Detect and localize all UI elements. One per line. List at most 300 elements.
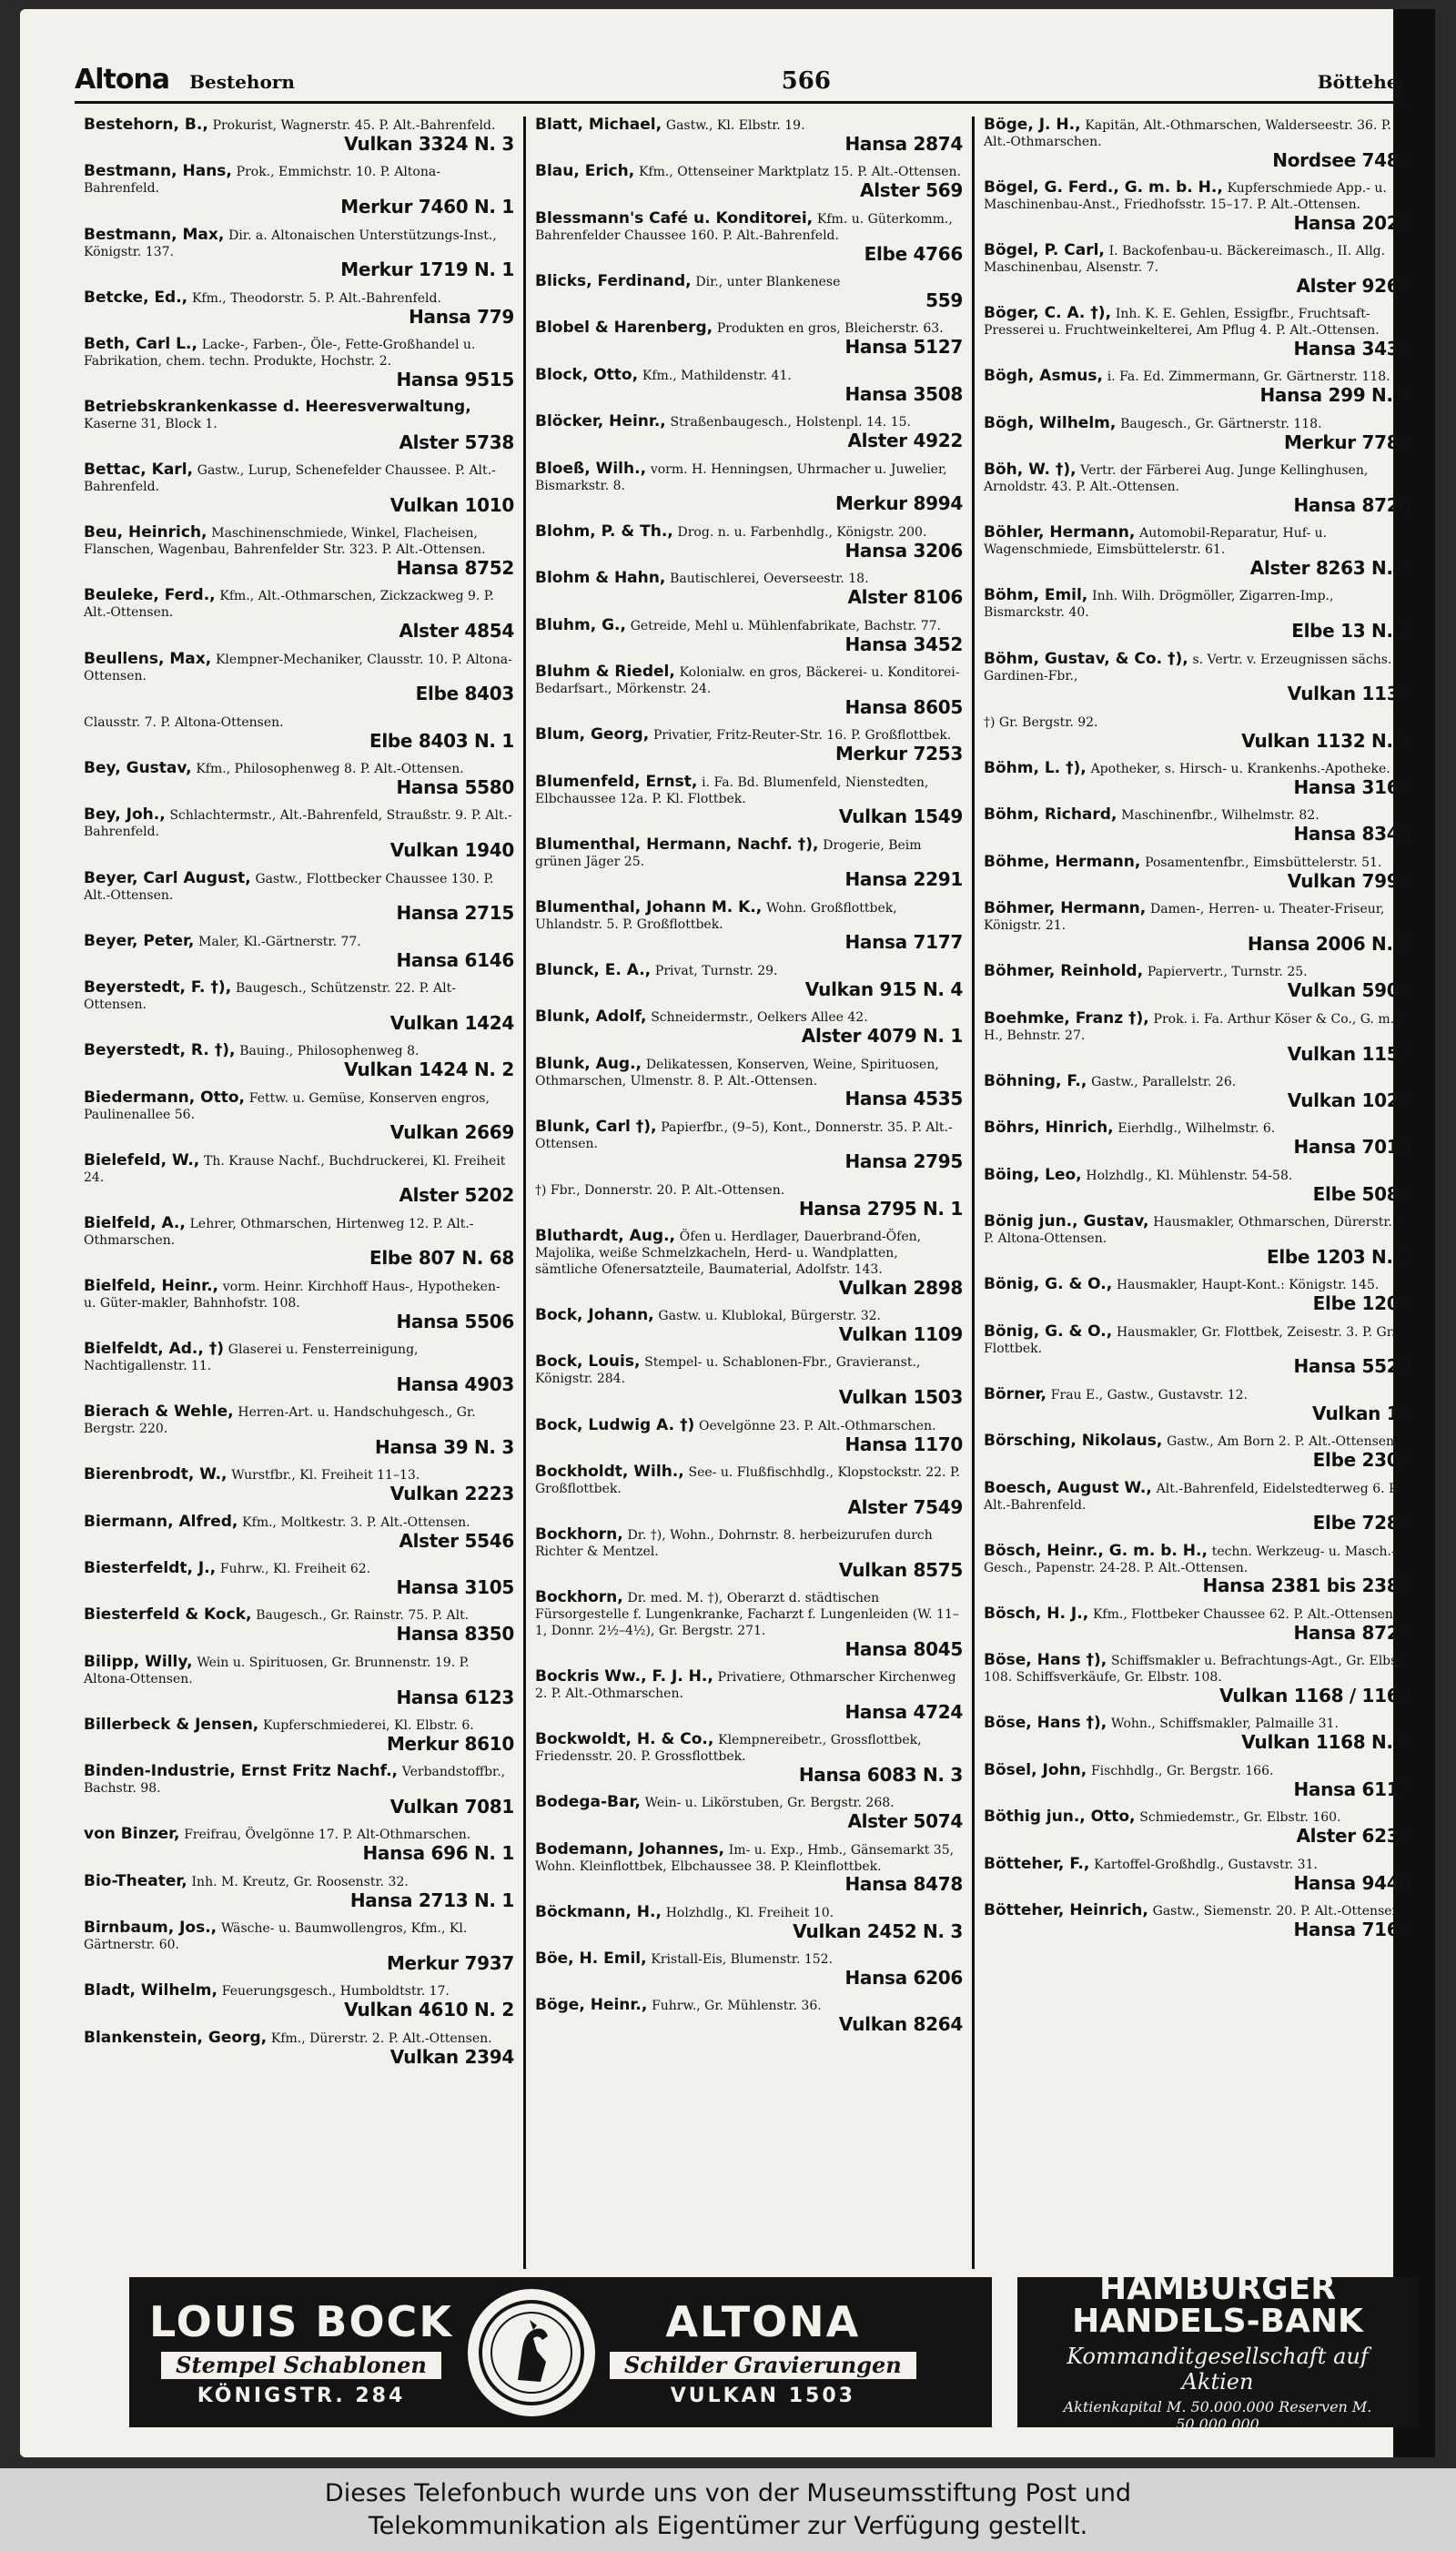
listing-entry [84,1042,514,1079]
ad-bock-address: KÖNIGSTR. 284 [197,2384,406,2407]
entry-phone: Vulkan 2223 [389,1483,514,1505]
listing-entry [984,1167,1411,1204]
entry-description: Bautischlerei, Oeverseestr. 18. [670,572,869,587]
header-last-word: Bötteher [1317,71,1408,93]
listing-entry [984,1762,1411,1799]
entry-description: Wein- u. Likörstuben, Gr. Bergstr. 268. [644,1796,895,1811]
entry-description: Dr. †), Wohn., Dohrnstr. 8. herbeizurufen durch Richter & Mentzel. [535,1528,933,1560]
listing-entry [984,242,1411,296]
listing-entry [84,979,514,1033]
entry-description: Straßenbaugesch., Holstenpl. 14. 15. [670,415,911,430]
entry-description: s. Vertr. v. Erzeugnissen sächs. Gardinen-Fbr., [984,652,1392,684]
entry-phone: Vulkan 1168 N. 2 [1241,1731,1411,1754]
listing-entry [984,1543,1411,1596]
entry-description: Maschinenfbr., Wilhelmstr. 82. [1121,808,1320,824]
entry-description: Fettw. u. Gemüse, Konserven engros, Paulinenallee 56. [84,1090,490,1122]
header-first-word: Altona [75,64,170,96]
entry-phone: Vulkan 2452 N. 3 [793,1919,963,1942]
entry-name: Blicks, Ferdinand, [535,271,692,290]
listing-entry [535,726,963,764]
entry-name: Böse, Hans †), [984,1714,1107,1733]
entry-description: Wurstfbr., Kl. Freiheit 11–13. [231,1468,420,1484]
entry-phone: Vulkan 1549 [838,805,963,828]
entry-description: Kfm., Moltkestr. 3. P. Alt.-Ottensen. [242,1514,470,1530]
entry-name: Bierach & Wehle, [84,1403,234,1422]
entry-phone: Merkur 8610 [386,1732,514,1755]
entry-phone: Merkur 7253 [834,743,963,765]
entry-description: See- u. Flußfischhdlg., Klopstockstr. 22. P. Großflottbek. [535,1464,960,1496]
entry-description: Privat, Turnstr. 29. [654,963,778,978]
listing-entry [84,163,514,217]
entry-description: techn. Werkzeug- u. Masch.-Gesch., Papenstr. 24-28. P. Alt.-Ottensen. [984,1544,1396,1575]
entry-name: Bilipp, Willy, [84,1652,193,1671]
entry-description: Schlachtermstr., Alt.-Bahrenfeld, Straußstr. 9. P. Alt.-Bahrenfeld. [84,808,512,840]
entry-name: Blum, Georg, [535,725,650,744]
entry-phone: Merkur 1719 N. 1 [340,258,514,281]
entry-description: Kfm., Theodorstr. 5. P. Alt.-Bahrenfeld. [191,290,441,306]
listing-entry [84,1215,514,1269]
listing-entry [535,1417,963,1454]
entry-description: Kfm., Flottbeker Chaussee 62. P. Alt.-Ottensen. [1092,1606,1398,1622]
listing-entry [984,1808,1411,1846]
entry-phone: Vulkan 8264 [838,2013,963,2036]
entry-description: Prok. i. Fa. Arthur Köser & Co., G. m. b. H., Behnstr. 27. [984,1011,1410,1043]
entry-description: Automobil-Reparatur, Huf- u. Wagenschmiede, Eimsbüttelerstr. 61. [984,526,1328,558]
entry-description: Drog. n. u. Farbenhdlg., Königstr. 200. [677,524,927,540]
entry-phone: Hansa 8349 [1293,823,1411,846]
listing-entry [84,1341,514,1394]
entry-description: Drogerie, Beim grünen Jäger 25. [535,837,922,869]
entry-description: Prok., Emmichstr. 10. P. Altona-Bahrenfeld. [84,165,440,197]
entry-name: Binden-Industrie, Ernst Fritz Nachf., [84,1762,399,1781]
entry-description: Gastw., Lurup, Schenefelder Chaussee. P. Alt.-Bahrenfeld. [84,463,496,495]
listing-entry [535,523,963,561]
entry-phone: Hansa 8752 [396,557,514,580]
entry-description: Kartoffel-Großhdlg., Gustavstr. 31. [1094,1857,1318,1872]
entry-description: Schiffsmakler u. Befrachtungs-Agt., Gr. Elbstr. 108. Schiffsverkäufe, Gr. Elbstr. 108. [984,1654,1411,1686]
entry-name: Bögel, G. Ferd., G. m. b. H., [984,178,1223,197]
entry-name: Bockhorn, [535,1525,623,1544]
listing-entry [535,116,963,154]
entry-name: Bluhm, G., [535,615,626,634]
entry-name: Bötteher, F., [984,1854,1090,1873]
listing-entry [84,1982,514,2020]
entry-name: Bösch, Heinr., G. m. b. H., [984,1541,1208,1560]
listing-entry [984,1856,1411,1893]
entry-name: Böhm, L. †), [984,759,1087,778]
entry-name: Börner, [984,1384,1046,1403]
entry-description: Gastw. u. Klublokal, Bürgerstr. 32. [658,1309,881,1323]
listing-entry [535,962,963,999]
entry-description: Frau E., Gastw., Gustavstr. 12. [1050,1387,1248,1403]
entry-description: Papierfbr., (9–5), Kont., Donnerstr. 35. P. Alt.-Ottensen. [535,1119,953,1151]
entry-name: Bluhm & Riedel, [535,662,675,681]
entry-description: Wohn., Schiffsmakler, Palmaille 31. [1111,1717,1339,1732]
entry-phone: Hansa 2874 [844,133,963,156]
entry-phone: Alster 4079 N. 1 [801,1025,963,1048]
listing-entry [84,1560,514,1597]
entry-name: Billerbeck & Jensen, [84,1715,259,1734]
listing-entry [535,319,963,357]
entry-name: Biedermann, Otto, [84,1088,246,1107]
listing-entry [535,1997,963,2034]
stamp-seal-icon [468,2289,595,2416]
entry-phone: Hansa 2715 [396,902,514,925]
entry-description: Verbandstoffbr., Bachstr. 98. [84,1765,506,1797]
entry-name: Beyer, Carl August, [84,868,251,887]
listing-entry [84,289,514,327]
entry-description: vorm. Heinr. Kirchhoff Haus-, Hypotheken- u. Güter-makler, Bahnhofstr. 108. [84,1279,500,1311]
listing-entry [984,1715,1411,1752]
listing-entry [984,179,1411,233]
entry-description: Kfm., Alt.-Othmarschen, Zickzackweg 9. P. Alt.-Ottensen. [84,589,494,621]
entry-name: Böhm, Gustav, & Co. †), [984,649,1188,668]
entry-name: Böthig jun., Otto, [984,1808,1136,1827]
entry-description: Kupferschmiede App.- u. Maschinenbau-Anst., Friedhofsstr. 15–17. P. Alt.-Ottensen. [984,181,1387,213]
page-number: 566 [781,67,831,95]
entry-name: Bey, Joh., [84,805,166,825]
entry-phone: Hansa 6117 [1293,1777,1411,1800]
listing-entry [984,963,1411,1000]
entry-phone: Alster 5202 [399,1184,514,1207]
entry-description: Alt.-Bahrenfeld, Eidelstedterweg 6. P. Alt.-Bahrenfeld. [984,1481,1400,1513]
entry-description: Lacke-, Farben-, Öle-, Fette-Großhandel u. Fabrikation, chem. techn. Produkte, Hochstr. 2. [84,338,476,370]
entry-description: Getreide, Mehl u. Mühlenfabrikate, Bachstr. 77. [630,618,941,633]
entry-phone: Vulkan 1157 [1287,1042,1411,1065]
listing-entry [84,227,514,280]
entry-name: Bielfeld, A., [84,1213,186,1232]
entry-name: Boesch, August W., [984,1478,1152,1497]
entry-phone: Elbe 1203 N. 2 [1266,1245,1411,1268]
entry-phone: Hansa 4903 [396,1372,514,1395]
entry-phone: Alster 8106 [847,586,963,609]
listing-entry [984,415,1411,452]
ad-bock-city: ALTONA [665,2297,861,2347]
listing-entry [535,617,963,654]
entry-description: Schneidermstr., Oelkers Allee 42. [651,1010,868,1026]
entry-name: Bönig jun., Gustav, [984,1212,1149,1231]
entry-name: Bielefeld, W., [84,1150,200,1170]
listing-entry [84,1826,514,1863]
entry-name: Böge, J. H., [984,116,1081,134]
entry-description: Kfm. u. Güterkomm., Bahrenfelder Chaussee 160. P. Alt.-Bahrenfeld. [535,211,953,243]
entry-phone: Hansa 3162 [1293,776,1411,799]
listing-entry [984,854,1411,891]
entry-name: Böckmann, H., [535,1902,662,1921]
listing-entry [535,1668,963,1722]
entry-phone: Hansa 5506 [396,1310,514,1332]
listing-entry [535,1589,963,1659]
entry-name: Bönig, G. & O., [984,1275,1113,1294]
entry-phone: Hansa 6146 [396,948,514,971]
entry-description: Hausmakler, Haupt-Kont.: Königstr. 145. [1116,1278,1380,1293]
entry-phone: Hansa 8722 [1293,1621,1411,1644]
entry-phone: Hansa 2795 [844,1150,963,1173]
entry-phone: Hansa 8720 [1293,493,1411,516]
entry-phone: Vulkan 1424 N. 2 [344,1058,514,1081]
listing-entry [984,368,1411,405]
listing-entry [84,651,514,704]
entry-description: Prokurist, Wagnerstr. 45. P. Alt.-Bahrenfeld. [212,118,496,133]
entry-description: Kapitän, Alt.-Othmarschen, Walderseestr. 36. P. Alt.-Othmarschen. [984,118,1391,150]
entry-description: Apotheker, s. Hirsch- u. Krankenhs.-Apotheke. [1090,762,1390,777]
entry-description: Kfm., Ottenseiner Marktplatz 15. P. Alt.-Ottensen. [638,165,961,180]
entry-description: Stempel- u. Schablonen-Fbr., Gravieranst., Königstr. 284. [535,1355,921,1387]
header-subtitle: Bestehorn [189,71,295,93]
entry-name: Bockholdt, Wilh., [535,1462,684,1481]
listing-entry [984,524,1411,578]
entry-description: Produkten en gros, Bleicherstr. 63. [716,321,944,337]
entry-name: Blunk, Adolf, [535,1008,647,1027]
entry-phone: Vulkan 915 N. 4 [804,977,963,1000]
entry-phone: Vulkan 1027 [1287,1089,1411,1111]
listing-entry [84,524,514,578]
entry-phone: Alster 5546 [399,1529,514,1552]
entry-description: Kfm., Dürerstr. 2. P. Alt.-Ottensen. [270,2030,492,2046]
entry-phone: Vulkan 1109 [838,1323,963,1346]
entry-phone: Vulkan 8575 [838,1558,963,1581]
entry-phone: Merkur 7937 [386,1951,514,1974]
entry-phone: Hansa 779 [409,305,514,328]
entry-name: Böhm, Emil, [984,586,1088,605]
entry-phone: Hansa 2381 bis 2383 [1202,1575,1411,1597]
entry-name: Betriebskrankenkasse d. Heeresverwaltung, [84,398,471,417]
listing-entry [984,587,1411,641]
entry-description: Wohn. Großflottbek, Uhlandstr. 5. P. Großflottbek. [535,900,897,932]
ad-bock-name: LOUIS BOCK [149,2297,453,2347]
entry-name: Böe, H. Emil, [535,1949,647,1969]
listing-entry [984,1433,1411,1470]
bank-capital: Aktienkapital M. 50.000.000 Reserven M. 50.000.000 [1063,2397,1372,2433]
entry-phone: Hansa 39 N. 3 [375,1435,514,1458]
entry-name: Böh, W. †), [984,461,1077,480]
entry-description: Kupferschmiederei, Kl. Elbstr. 6. [263,1717,474,1733]
listing-entry [535,461,963,514]
listing-entry [535,367,963,404]
entry-phone: Hansa 3206 [844,539,963,562]
entry-phone: Hansa 1170 [844,1433,963,1455]
entry-name: Blohm, P. & Th., [535,522,673,541]
entry-name: Böhme, Hermann, [984,852,1141,871]
listing-entry [535,1307,963,1344]
entry-name: Bock, Johann, [535,1306,654,1324]
entry-name: Blohm & Hahn, [535,569,666,588]
listing-entry [84,2030,514,2067]
entry-phone: Hansa 6206 [844,1967,963,1990]
listing-entry [84,714,514,751]
listing-entry [84,116,514,154]
entry-phone: Hansa 4535 [844,1088,963,1110]
entry-phone: Hansa 3431 [1293,337,1411,360]
entry-name: Bodemann, Johannes, [535,1839,724,1858]
entry-phone: Hansa 3508 [844,382,963,405]
entry-phone: Vulkan 2669 [389,1121,514,1144]
listing-entry [535,1008,963,1046]
entry-phone: Vulkan 5904 [1287,979,1411,1002]
entry-description: Gastw., Siemenstr. 20. P. Alt.-Ottensen. [1152,1904,1405,1919]
entry-phone: Elbe 4766 [864,242,963,265]
entry-name: Bögel, P. Carl, [984,241,1105,260]
entry-name: Biesterfeld & Kock, [84,1605,252,1625]
entry-description: Damen-, Herren- u. Theater-Friseur, Königstr. 21. [984,902,1385,934]
listing-entry [984,305,1411,359]
entry-name: Bockhorn, [535,1588,623,1607]
entry-description: Kaserne 31, Block 1. [84,417,217,432]
entry-name: Böhning, F., [984,1071,1087,1090]
listing-entry [984,651,1411,704]
entry-name: Beuleke, Ferd., [84,586,216,605]
entry-phone: Vulkan 4610 N. 2 [344,1999,514,2021]
listing-entry [984,1119,1411,1157]
listing-entry [84,933,514,970]
entry-description: Dr. med. M. †), Oberarzt d. städtischen Fürsorgestelle f. Lungenkranke, Facharzt f. Lungenleiden (W. 11–1, Donnr. 2½–4½), Gr. Bergstr. 271. [535,1591,959,1638]
entry-phone: Elbe 7287 [1312,1512,1411,1534]
ad-bock-phone: VULKAN 1503 [670,2384,855,2407]
entry-phone: Hansa 8350 [396,1623,514,1646]
listing-entry [84,1606,514,1644]
listing-entry [535,570,963,607]
entry-phone: Alster 6239 [1296,1825,1411,1848]
listing-entry [535,899,963,953]
entry-phone: Hansa 2291 [844,868,963,891]
entry-phone: Hansa 6083 N. 3 [798,1763,963,1786]
entry-name: Bestehorn, B., [84,116,208,134]
entry-phone: Hansa 9515 [396,368,514,390]
entry-name: Böger, C. A. †), [984,304,1112,323]
entry-name: Beullens, Max, [84,649,212,668]
entry-phone: Hansa 7166 [1293,1919,1411,1941]
listing-entry [84,1654,514,1707]
entry-description: Baugesch., Gr. Gärtnerstr. 118. [1120,416,1322,431]
entry-name: Blatt, Michael, [535,116,662,134]
listing-column-2 [523,116,972,2269]
entry-phone: Hansa 8478 [844,1873,963,1896]
entry-phone: Elbe 5084 [1312,1182,1411,1205]
listing-entry [984,900,1411,954]
entry-name: Bestmann, Hans, [84,162,232,181]
entry-description: Eierhdlg., Wilhelmstr. 6. [1117,1121,1276,1137]
entry-phone: Vulkan 16 [1312,1402,1411,1424]
entry-description: Inh. Wilh. Drögmöller, Zigarren-Imp., Bismarckstr. 40. [984,589,1334,621]
entry-name: Böhmer, Hermann, [984,899,1147,918]
entry-description: Holzhdlg., Kl. Freiheit 10. [665,1905,834,1920]
listing-entry [84,399,514,452]
entry-name: Bierenbrodt, W., [84,1465,228,1484]
ad-bock-products: Schilder Gravierungen [610,2352,916,2378]
entry-phone: Alster 5074 [847,1810,963,1833]
entry-phone: Hansa 2006 N. 3 [1247,932,1411,955]
listing-column-1 [75,116,523,2269]
advertisement-row [129,2269,1435,2433]
entry-name: Börsching, Nikolaus, [984,1432,1163,1451]
entry-description: Hausmakler, Gr. Flottbek, Zeisestr. 3. P. Gr. Flottbek. [984,1324,1396,1356]
entry-name: Bockwoldt, H. & Co., [535,1729,714,1748]
entry-phone: Vulkan 1503 [838,1386,963,1409]
entry-phone: Elbe 8403 N. 1 [369,729,514,752]
entry-name: Bösch, H. J., [984,1604,1089,1623]
listing-entry [535,210,963,264]
entry-phone: Elbe 13 N. 1 [1291,620,1411,643]
entry-name: Beyerstedt, F. †), [84,978,232,998]
listing-entry [84,1403,514,1457]
entry-phone: Alster 569 [860,179,963,202]
entry-description: Fuhrw., Kl. Freiheit 62. [219,1561,371,1576]
listing-entry [535,836,963,890]
entry-phone: Alster 9263 [1296,274,1411,297]
listing-entry [84,870,514,924]
entry-name: Blumenthal, Johann M. K., [535,897,763,916]
entry-description: Feuerungsgesch., Humboldtstr. 17. [221,1984,450,2000]
entry-name: Bluthardt, Aug., [535,1227,675,1246]
entry-name: Block, Otto, [535,365,639,384]
entry-phone: Hansa 5529 [1293,1355,1411,1378]
entry-phone: Elbe 1203 [1312,1292,1411,1315]
entry-phone: Hansa 8045 [844,1637,963,1660]
entry-description: Th. Krause Nachf., Buchdruckerei, Kl. Freiheit 24. [84,1153,506,1185]
listing-entry [84,587,514,641]
entry-phone: Alster 8263 N. 1 [1249,557,1411,580]
listing-entry [84,1089,514,1143]
entry-name: Biermann, Alfred, [84,1512,238,1531]
listing-entry [84,336,514,390]
entry-phone: Hansa 2795 N. 1 [798,1197,963,1220]
listing-entry [84,1763,514,1817]
listing-entry [84,461,514,515]
entry-description: Klempnereibetr., Grossflottbek, Friedensstr. 20. P. Grossflottbek. [535,1732,922,1765]
entry-name: Böhrs, Hinrich, [984,1119,1114,1138]
entry-description: i. Fa. Bd. Blumenfeld, Nienstedten, Elbchaussee 12a. P. Kl. Flottbek. [535,775,929,806]
listing-entry [84,1152,514,1206]
entry-name: Blobel & Harenberg, [535,319,713,338]
entry-name: Bögh, Asmus, [984,367,1103,386]
entry-description: Maler, Kl.-Gärtnerstr. 77. [198,934,361,949]
entry-phone: Elbe 807 N. 68 [369,1247,514,1270]
entry-name: von Binzer, [84,1825,180,1844]
listing-entry [535,1904,963,1941]
listing-entry [984,1386,1411,1423]
entry-description: Baugesch., Gr. Rainstr. 75. P. Alt. [256,1608,470,1624]
listing-entry [84,760,514,797]
entry-phone: Hansa 3105 [396,1576,514,1598]
entry-name: Bielfeldt, Ad., †) [84,1339,224,1358]
entry-description: Gastw., Kl. Elbstr. 19. [665,118,805,133]
entry-name: Böing, Leo, [984,1165,1082,1184]
entry-description: Klempner-Mechaniker, Clausstr. 10. P. Altona-Ottensen. [84,652,512,684]
entry-name: Bönig, G. & O., [984,1322,1113,1341]
entry-name: Bey, Gustav, [84,759,192,778]
entry-description: Kolonialw. en gros, Bäckerei- u. Konditorei-Bedarfsart., Mörkenstr. 24. [535,664,960,697]
entry-description: †) Gr. Bergstr. 92. [984,714,1098,730]
listing-entry [984,1652,1411,1706]
entry-name: Blumenfeld, Ernst, [535,772,698,791]
listing-entry [84,1466,514,1504]
entry-phone: Vulkan 1168 / 1169 [1218,1684,1411,1706]
listing-entry [535,1526,963,1580]
entry-name: Blöcker, Heinr., [535,412,666,431]
entry-phone: Hansa 5127 [844,336,963,359]
entry-phone: Vulkan 1424 [389,1011,514,1034]
entry-description: Oevelgönne 23. P. Alt.-Othmarschen. [699,1418,936,1433]
entry-description: Posamentenfbr., Eimsbüttelerstr. 51. [1145,855,1382,870]
entry-phone: Merkur 7789 [1283,430,1411,453]
listing-entry [84,806,514,860]
listing-entry [535,163,963,200]
entry-phone: Alster 7549 [847,1495,963,1518]
ad-bock-services: Stempel Schablonen [161,2352,441,2378]
entry-description: Bauing., Philosophenweg 8. [239,1044,420,1059]
entry-phone: Alster 4854 [399,620,514,643]
entry-phone: Hansa 8605 [844,695,963,718]
